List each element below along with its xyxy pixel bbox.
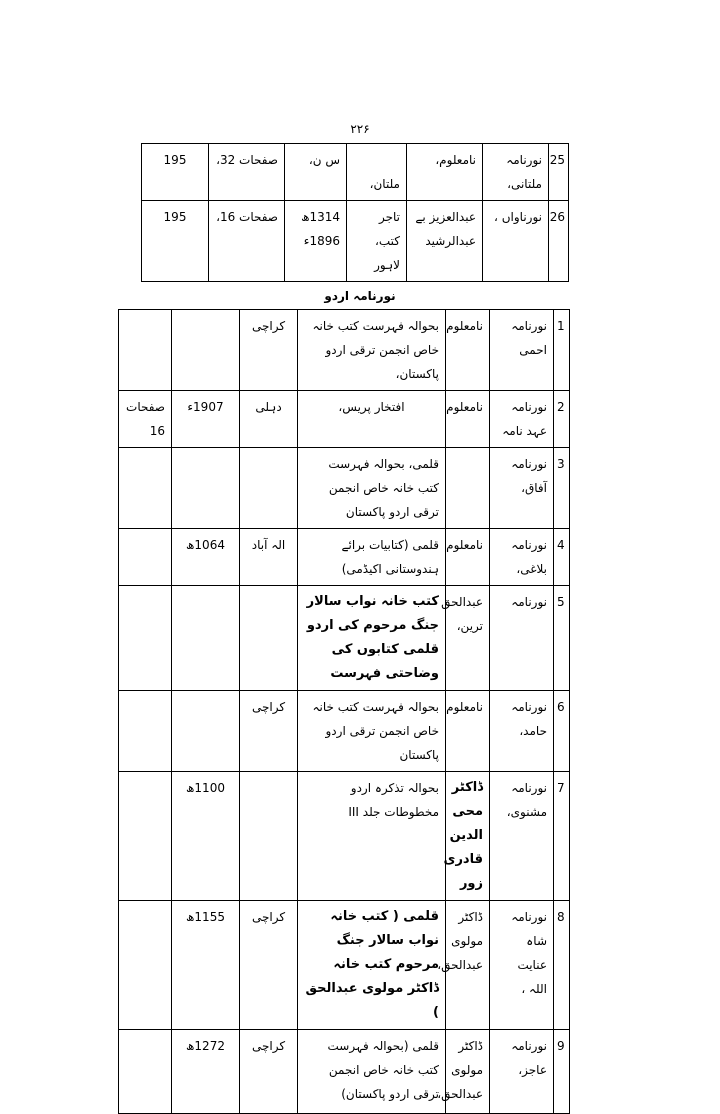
section-title: نورنامہ اردو [324,289,396,303]
table-row [119,772,570,901]
row-number: 8 [554,901,570,1030]
pages-cell [119,772,172,901]
table-row [142,201,569,282]
row-number: 6 [554,691,570,772]
row-number: 26 [549,201,569,282]
table-row [119,586,570,691]
title-cell: نورنامہ شاہ عنایت اللہ ، [490,901,554,1030]
source-cell: کتب خانہ نواب سالار جنگ مرحوم کی اردو قلمی کتابوں کی وضاحتی فہرست [298,586,446,691]
source-cell: بحوالہ فہرست کتب خانہ خاص انجمن ترقی اردو پاکستان، [298,310,446,391]
year-cell [172,691,240,772]
author-cell [446,448,490,529]
title-cell: نورنامہ بلاغی، [490,529,554,586]
source-cell: بحوالہ تذکرہ اردو مخطوطات جلد III [298,772,446,901]
place-cell: کراچی [240,901,298,1030]
author-cell: نامعلوم [446,691,490,772]
place-cell: دہلی [240,391,298,448]
author-cell: ڈاکٹر مولوی عبدالحق، [446,1030,490,1114]
pages-cell: صفحات 16، [209,201,285,282]
place-cell: الہ آباد [240,529,298,586]
author-cell: ڈاکٹر محی الدین قادری زور [446,772,490,901]
row-number: 4 [554,529,570,586]
author-cell: نامعلوم [446,391,490,448]
author-cell: ڈاکٹر مولوی عبدالحق، [446,901,490,1030]
title-cell: نورنامہ [490,586,554,691]
year-cell [172,448,240,529]
row-number: 5 [554,586,570,691]
publisher-cell: ملتان، [347,144,407,201]
title-cell: نورنامہ حامد، [490,691,554,772]
year-cell: 1907ء [172,391,240,448]
place-cell [240,448,298,529]
source-cell: قلمی (کتابیات برائے ہندوستانی اکیڈمی) [298,529,446,586]
title-cell: نورنامہ آفاق، [490,448,554,529]
pages-cell: صفحات 16 [119,391,172,448]
row-number: 7 [554,772,570,901]
table-row [119,391,570,448]
pages-cell: صفحات 32، [209,144,285,201]
pages-cell [119,1030,172,1114]
source-cell: قلمی (بحوالہ فہرست کتب خانہ خاص انجمن ترقی اردو پاکستان) [298,1030,446,1114]
pages-cell [119,901,172,1030]
source-cell: قلمی ( کتب خانہ نواب سالار جنگ مرحوم کتب خانہ ڈاکٹر مولوی عبدالحق ) [298,901,446,1030]
publisher-cell: تاجر کتب، لاہور [347,201,407,282]
pages-cell [119,448,172,529]
row-number: 25 [549,144,569,201]
ref-cell: 195 [142,144,209,201]
year-cell: 1064ھ [172,529,240,586]
table-row [119,448,570,529]
pages-cell [119,691,172,772]
title-cell: نورنامہ احمی [490,310,554,391]
source-cell: افتخار پریس، [298,391,446,448]
title-cell: نورنامہ عہد نامہ [490,391,554,448]
year-cell [172,310,240,391]
author-cell: نامعلوم، [407,144,483,201]
year-cell: 1272ھ [172,1030,240,1114]
title-cell: نورناواں ، [483,201,549,282]
row-number: 3 [554,448,570,529]
row-number: 9 [554,1030,570,1114]
source-cell: قلمی، بحوالہ فہرست کتب خانہ خاص انجمن ترقی اردو پاکستان [298,448,446,529]
author-cell: عبدالعزیز بے عبدالرشید [407,201,483,282]
table-row [142,144,569,201]
page-number: ۲۲۶ [350,122,370,136]
place-cell: کراچی [240,691,298,772]
row-number: 1 [554,310,570,391]
pages-cell [119,586,172,691]
source-cell: بحوالہ فہرست کتب خانہ خاص انجمن ترقی اردو پاکستان [298,691,446,772]
title-cell: نورنامہ مشنوی، [490,772,554,901]
year-cell: 1155ھ [172,901,240,1030]
place-cell [240,772,298,901]
table-continued [141,143,569,282]
place-cell: کراچی [240,310,298,391]
ref-cell: 195 [142,201,209,282]
author-cell: نامعلوم [446,310,490,391]
year-cell: 1314ھ 1896ء [285,201,347,282]
year-cell: س ن، [285,144,347,201]
table-row [119,310,570,391]
pages-cell [119,310,172,391]
pages-cell [119,529,172,586]
table-row [119,901,570,1030]
author-cell: نامعلوم [446,529,490,586]
row-number: 2 [554,391,570,448]
table-row [119,691,570,772]
table-urdu-nurnama [118,309,570,1114]
year-cell [172,586,240,691]
table-row [119,529,570,586]
table-row [119,1030,570,1114]
place-cell: کراچی [240,1030,298,1114]
author-cell: عبدالحق ترین، [446,586,490,691]
place-cell [240,586,298,691]
title-cell: نورنامہ عاجز، [490,1030,554,1114]
title-cell: نورنامہ ملتانی، [483,144,549,201]
year-cell: 1100ھ [172,772,240,901]
